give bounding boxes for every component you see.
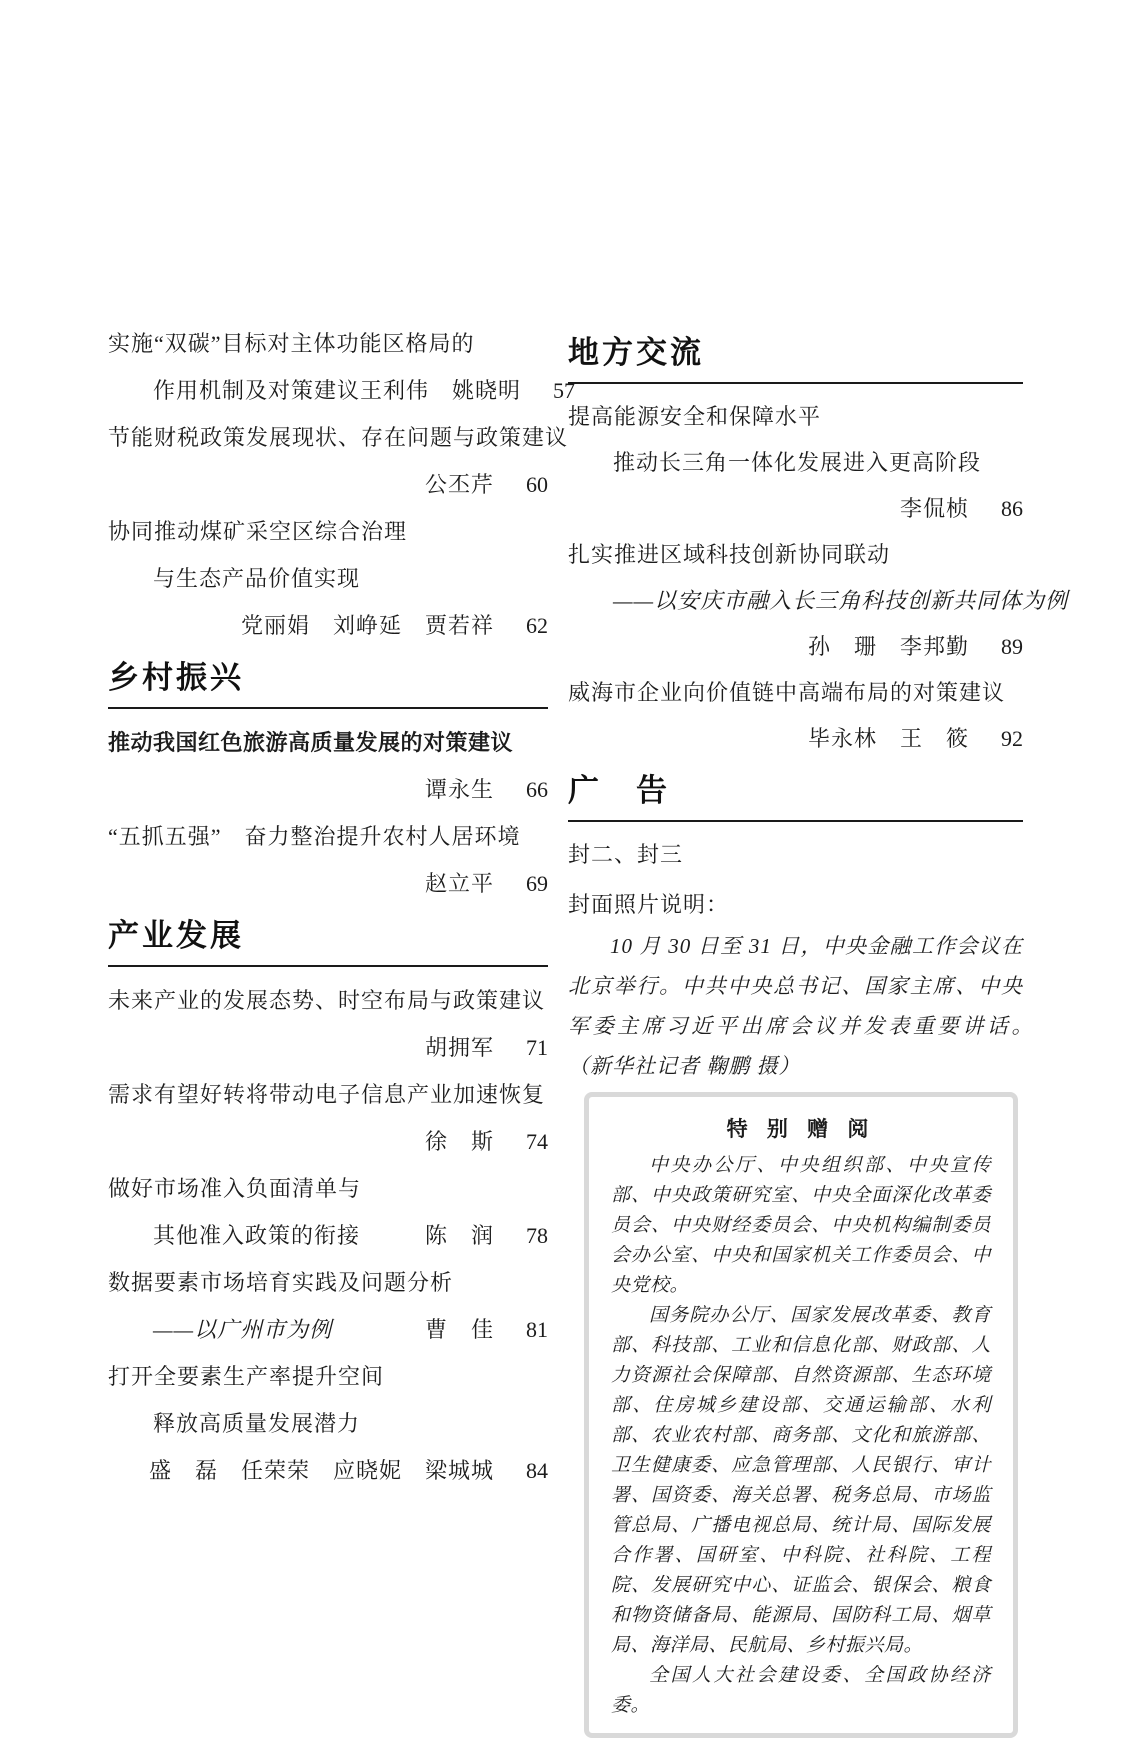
toc-entry-row [108, 1165, 548, 1212]
authors-page-group [808, 716, 1023, 762]
toc-entry-row [108, 414, 569, 461]
page-number: 89 [1001, 634, 1023, 659]
authors-page-group [425, 1212, 548, 1259]
toc-entry-row [108, 602, 548, 649]
article-subtitle: ——以广州市为例 [153, 1317, 333, 1342]
authors-page-group [425, 1024, 548, 1071]
toc-entry-row [108, 860, 548, 907]
article-title: 协同推动煤矿采空区综合治理 [108, 519, 408, 544]
toc-entry-row [568, 440, 1023, 486]
toc-entry-row [108, 1447, 548, 1494]
toc-entry-row [108, 813, 548, 860]
page-number: 60 [526, 472, 548, 497]
cover-photo-caption: 10 月 30 日至 31 日，中央金融工作会议在北京举行。中共中央总书记、国家主席、中央军委主席习近平出席会议并发表重要讲话。 （新华社记者 鞠鹏 摄） [568, 934, 1045, 1078]
page-number: 78 [526, 1223, 548, 1248]
article-title: 未来产业的发展态势、时空布局与政策建议 [108, 988, 546, 1013]
article-title: 提高能源安全和保障水平 [568, 404, 822, 429]
toc-entry-row [568, 670, 1023, 716]
page-number: 66 [526, 777, 548, 802]
article-subtitle: ——以安庆市融入长三角科技创新共同体为例 [613, 588, 1069, 613]
toc-entry-row [108, 555, 548, 602]
toc-entry-row [108, 1353, 548, 1400]
gift-box-title: 特 别 赠 阅 [726, 1117, 876, 1141]
page-number: 62 [526, 613, 548, 638]
article-authors: 公丕芹 [424, 472, 494, 497]
toc-entry-row [108, 1071, 548, 1118]
article-title: 数据要素市场培育实践及问题分析 [108, 1270, 454, 1295]
toc-entry-row [108, 320, 548, 367]
toc-entry-row [108, 461, 548, 508]
page-number: 86 [1001, 496, 1023, 521]
article-title: 需求有望好转将带动电子信息产业加速恢复 [108, 1082, 546, 1107]
article-title: 扎实推进区域科技创新协同联动 [568, 542, 891, 567]
toc-entry-row [108, 1212, 548, 1259]
article-title: 威海市企业向价值链中高端布局的对策建议 [568, 680, 1006, 705]
toc-entry-row [108, 508, 548, 555]
page-number: 81 [526, 1317, 548, 1342]
article-title: 推动我国红色旅游高质量发展的对策建议 [108, 730, 514, 755]
section-heading-advertising: 广 告 [568, 768, 1023, 822]
toc-entry-row [568, 578, 1069, 624]
article-authors: 胡拥军 [424, 1035, 494, 1060]
article-authors: 党丽娟 刘峥延 贾若祥 [240, 613, 494, 638]
article-authors: 李侃桢 [899, 496, 969, 521]
page-number: 69 [526, 871, 548, 896]
toc-entry-row [108, 766, 548, 813]
authors-page-group [425, 1306, 548, 1353]
page-number: 92 [1001, 726, 1023, 751]
article-authors: 陈 润 [424, 1223, 494, 1248]
section-heading-industry-development: 产业发展 [108, 913, 548, 967]
authors-page-group [241, 602, 548, 649]
cover-photo-label: 封面照片说明： [568, 892, 730, 917]
toc-entry-row [108, 367, 576, 414]
article-authors: 盛 磊 任荣荣 应晓妮 梁城城 [148, 1458, 494, 1483]
special-gift-box [584, 1092, 1018, 1738]
toc-right-column [568, 330, 1069, 1738]
ad-location-text: 封二、封三 [568, 842, 684, 867]
gift-box-paragraph-1: 中央办公厅、中央组织部、中央宣传部、中央政策研究室、中央全面深化改革委员会、中央财经委员会、中央机构编制委员会办公室、中央和国家机关工作委员会、中央党校。 [611, 1155, 991, 1296]
article-title: 实施“双碳”目标对主体功能区格局的 [108, 331, 475, 356]
toc-entry-row [108, 719, 548, 766]
cover-photo-note [568, 884, 1045, 1086]
authors-page-group [900, 486, 1023, 532]
toc-entry-row [568, 486, 1023, 532]
toc-entry-row [568, 394, 1023, 440]
article-authors: 赵立平 [424, 871, 494, 896]
article-authors: 毕永林 王 筱 [807, 726, 969, 751]
authors-page-group [425, 766, 548, 813]
authors-page-group [149, 1447, 548, 1494]
section-heading-rural-revitalization: 乡村振兴 [108, 655, 548, 709]
section-heading-local-exchange: 地方交流 [568, 330, 1023, 384]
article-title: “五抓五强” 奋力整治提升农村人居环境 [108, 824, 521, 849]
authors-page-group [425, 1118, 548, 1165]
authors-page-group [425, 461, 548, 508]
toc-entry-row [568, 624, 1023, 670]
toc-entry-row [108, 1306, 548, 1353]
toc-entry-row [108, 1259, 548, 1306]
article-title: 与生态产品价值实现 [153, 566, 361, 591]
gift-box-paragraph-3: 全国人大社会建设委、全国政协经济委。 [611, 1665, 991, 1716]
article-title: 释放高质量发展潜力 [153, 1411, 361, 1436]
toc-left-column [108, 320, 576, 1494]
article-authors: 孙 珊 李邦勤 [807, 634, 969, 659]
gift-box-paragraph-2: 国务院办公厅、国家发展改革委、教育部、科技部、工业和信息化部、财政部、人力资源社会保障部、自然资源部、生态环境部、住房城乡建设部、交通运输部、水利部、农业农村部、商务部、文化和旅游部、卫生健康委、应急管理部、人民银行、审计署、国资委、海关总署、税务总局、市场监管总局、广播电视总局、统计局、国际发展合作署、国研室、中科院、社科院、工程院、发展研究中心、证监会、银保会、粮食和物资储备局、能源局、国防科工局、烟草局、海洋局、民航局、乡村振兴局。 [611, 1305, 991, 1656]
article-authors: 曹 佳 [424, 1317, 494, 1342]
article-authors: 王利伟 姚晓明 [360, 378, 522, 403]
page-number: 84 [526, 1458, 548, 1483]
toc-entry-row [108, 1400, 548, 1447]
article-title: 做好市场准入负面清单与 [108, 1176, 362, 1201]
page-number: 71 [526, 1035, 548, 1060]
toc-entry-row [108, 1024, 548, 1071]
article-title: 其他准入政策的衔接 [153, 1223, 361, 1248]
page-number: 74 [526, 1129, 548, 1154]
authors-page-group [808, 624, 1023, 670]
article-authors: 徐 斯 [424, 1129, 494, 1154]
toc-entry-row [568, 716, 1023, 762]
authors-page-group [360, 367, 575, 414]
toc-entry-row [568, 532, 1023, 578]
article-title: 作用机制及对策建议 [153, 378, 361, 403]
authors-page-group [425, 860, 548, 907]
article-title: 推动长三角一体化发展进入更高阶段 [613, 450, 982, 475]
page-number: 57 [553, 378, 576, 403]
article-authors: 谭永生 [424, 777, 494, 802]
toc-entry-row [108, 1118, 548, 1165]
toc-entry-row [108, 977, 548, 1024]
article-title: 打开全要素生产率提升空间 [108, 1364, 385, 1389]
article-title: 节能财税政策发展现状、存在问题与政策建议 [108, 425, 569, 450]
toc-entry-row [568, 832, 1023, 878]
